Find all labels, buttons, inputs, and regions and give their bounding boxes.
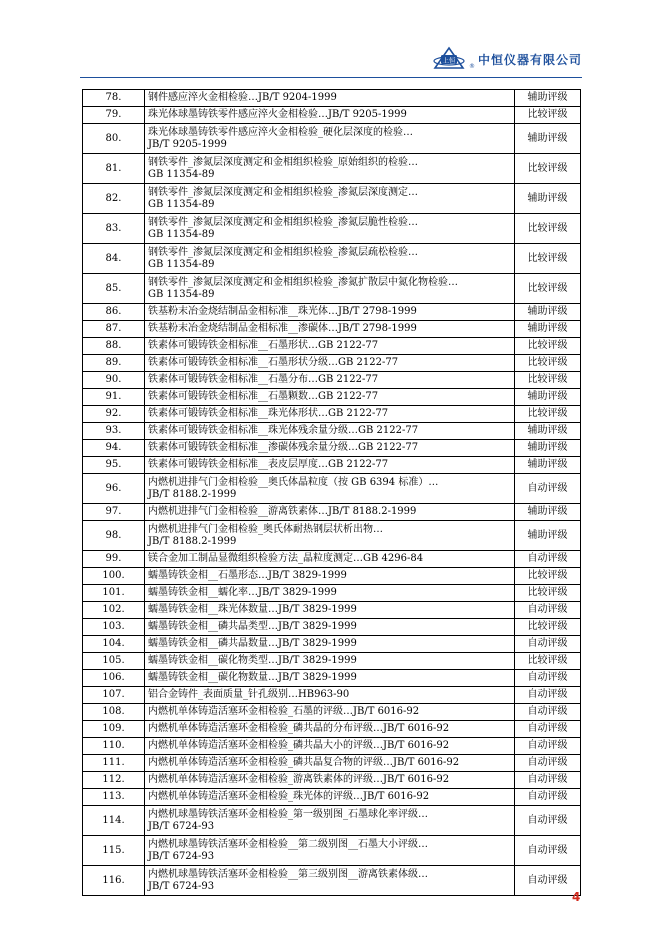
rating-method: 辅助评级	[515, 440, 581, 457]
item-number: 107.	[83, 687, 145, 704]
standard-name-line: GB 11354-89	[148, 198, 215, 210]
standards-table	[82, 89, 581, 896]
table-row	[83, 389, 581, 406]
table-row	[83, 214, 581, 244]
rating-method: 自动评级	[515, 551, 581, 568]
rating-method: 比较评级	[515, 568, 581, 585]
standard-name-line: JB/T 6724-93	[148, 850, 215, 862]
table-row	[83, 866, 581, 896]
standard-name-line: 内燃机进排气门金相检验__奥氏体晶粒度（按 GB 6394 标准）…	[148, 477, 439, 488]
item-number: 78.	[83, 90, 145, 107]
rating-method: 比较评级	[515, 619, 581, 636]
rating-method: 比较评级	[515, 585, 581, 602]
table-row	[83, 504, 581, 521]
standard-name-line: GB 11354-89	[148, 258, 215, 270]
standard-name-line: 铁素体可锻铸铁金相标准__石墨分布…GB 2122-77	[148, 374, 379, 386]
standard-name	[145, 551, 515, 568]
item-number: 93.	[83, 423, 145, 440]
standard-name-line: 内燃机单体铸造活塞环金相检验_磷共晶的分布评级…JB/T 6016-92	[148, 723, 450, 735]
table-row	[83, 653, 581, 670]
standard-name-line: JB/T 9205-1999	[148, 138, 227, 150]
standard-name-line: 蠕墨铸铁金相__碳化物类型…JB/T 3829-1999	[148, 655, 357, 667]
standard-name	[145, 423, 515, 440]
item-number: 116.	[83, 866, 145, 896]
standard-name-line: GB 11354-89	[148, 288, 215, 300]
table-row	[83, 585, 581, 602]
standard-name	[145, 602, 515, 619]
rating-method: 自动评级	[515, 789, 581, 806]
item-number: 103.	[83, 619, 145, 636]
table-row	[83, 636, 581, 653]
item-number: 99.	[83, 551, 145, 568]
standard-name-line: 铁素体可锻铸铁金相标准__渗碳体残余量分级…GB 2122-77	[148, 442, 419, 454]
item-number: 104.	[83, 636, 145, 653]
item-number: 98.	[83, 521, 145, 551]
table-row	[83, 338, 581, 355]
table-row	[83, 184, 581, 214]
item-number: 114.	[83, 806, 145, 836]
item-number: 86.	[83, 304, 145, 321]
standard-name	[145, 806, 515, 836]
standard-name	[145, 836, 515, 866]
table-row	[83, 244, 581, 274]
standard-name	[145, 338, 515, 355]
rating-method: 辅助评级	[515, 184, 581, 214]
standard-name-line: 内燃机进排气门金相检验_奥氏体耐热钢层状析出物…	[148, 524, 383, 535]
standard-name	[145, 521, 515, 551]
standard-name-line: 铁基粉末冶金烧结制品金相标准__珠光体…JB/T 2798-1999	[148, 306, 417, 318]
rating-method: 比较评级	[515, 154, 581, 184]
rating-method: 比较评级	[515, 244, 581, 274]
standard-name-line: 内燃机单体铸造活塞环金相检验_磷共晶大小的评级…JB/T 6016-92	[148, 740, 450, 752]
standard-name-line: 钢铁零件_渗氮层深度测定和金相组织检验_原始组织的检验…	[148, 157, 418, 168]
item-number: 102.	[83, 602, 145, 619]
standard-name-line: 内燃机球墨铸铁活塞环金相检验__第二级别图__石墨大小评级…	[148, 839, 428, 850]
standard-name-line: 珠光体球墨铸铁零件感应淬火金相检验…JB/T 9205-1999	[148, 109, 407, 121]
rating-method: 辅助评级	[515, 521, 581, 551]
table-row	[83, 274, 581, 304]
table-row	[83, 423, 581, 440]
standard-name	[145, 866, 515, 896]
standard-name-line: 铁素体可锻铸铁金相标准__石墨颗数…GB 2122-77	[148, 391, 379, 403]
rating-method: 自动评级	[515, 704, 581, 721]
item-number: 110.	[83, 738, 145, 755]
standard-name	[145, 355, 515, 372]
standard-name-line: 蠕墨铸铁金相__磷共晶类型…JB/T 3829-1999	[148, 621, 357, 633]
table-row	[83, 836, 581, 866]
rating-method: 自动评级	[515, 687, 581, 704]
table-row	[83, 738, 581, 755]
standard-name-line: GB 11354-89	[148, 228, 215, 240]
standard-name-line: 铁素体可锻铸铁金相标准__表皮层厚度…GB 2122-77	[148, 459, 389, 471]
company-name: 中恒仪器有限公司	[477, 52, 582, 67]
rating-method: 自动评级	[515, 866, 581, 896]
table-row	[83, 772, 581, 789]
table-row	[83, 568, 581, 585]
standard-name-line: JB/T 6724-93	[148, 880, 215, 892]
logo-mark-text: 上恒	[442, 56, 456, 65]
standard-name-line: 蠕墨铸铁金相__碳化物数量…JB/T 3829-1999	[148, 672, 357, 684]
standard-name-line: 铁基粉末冶金烧结制品金相标准__渗碳体…JB/T 2798-1999	[148, 323, 417, 335]
standard-name-line: 蠕墨铸铁金相__石墨形态…JB/T 3829-1999	[148, 570, 347, 582]
rating-method: 自动评级	[515, 670, 581, 687]
rating-method: 比较评级	[515, 406, 581, 423]
table-row	[83, 107, 581, 124]
standard-name	[145, 321, 515, 338]
standard-name-line: 钢铁零件_渗氮层深度测定和金相组织检验_渗氮扩散层中氮化物检验…	[148, 277, 458, 288]
item-number: 84.	[83, 244, 145, 274]
registered-mark-icon: ®	[468, 62, 475, 70]
standard-name-line: 内燃机球墨铸铁活塞环金相检验_第一级别图_石墨球化率评级…	[148, 809, 428, 820]
standard-name-line: 钢铁零件_渗氮层深度测定和金相组织检验_渗氮层脆性检验…	[148, 217, 418, 228]
item-number: 100.	[83, 568, 145, 585]
rating-method: 比较评级	[515, 372, 581, 389]
standard-name-line: GB 11354-89	[148, 168, 215, 180]
item-number: 111.	[83, 755, 145, 772]
standard-name-line: 内燃机进排气门金相检验__游离铁素体…JB/T 8188.2-1999	[148, 506, 417, 518]
table-row	[83, 721, 581, 738]
table-row	[83, 90, 581, 107]
standard-name	[145, 789, 515, 806]
standard-name-line: JB/T 8188.2-1999	[148, 535, 237, 547]
standard-name-line: 内燃机单体铸造活塞环金相检验_石墨的评级…JB/T 6016-92	[148, 706, 420, 718]
standard-name	[145, 214, 515, 244]
page-number: 4	[572, 890, 581, 904]
standard-name-line: 蠕墨铸铁金相__磷共晶数量…JB/T 3829-1999	[148, 638, 357, 650]
table-row	[83, 474, 581, 504]
company-logo-mark-icon	[432, 46, 466, 72]
standard-name-line: 钢件感应淬火金相检验…JB/T 9204-1999	[148, 92, 337, 104]
item-number: 82.	[83, 184, 145, 214]
standard-name	[145, 406, 515, 423]
item-number: 96.	[83, 474, 145, 504]
standard-name-line: 内燃机单体铸造活塞环金相检验_磷共晶复合物的评级…JB/T 6016-92	[148, 757, 460, 769]
standard-name-line: 铝合金铸件_表面质量_针孔级别…HB963-90	[148, 689, 350, 701]
standard-name-line: JB/T 8188.2-1999	[148, 488, 237, 500]
standard-name	[145, 304, 515, 321]
rating-method: 辅助评级	[515, 389, 581, 406]
item-number: 109.	[83, 721, 145, 738]
standards-table-body	[83, 90, 581, 896]
standard-name	[145, 440, 515, 457]
table-row	[83, 372, 581, 389]
standard-name	[145, 738, 515, 755]
standard-name	[145, 670, 515, 687]
standard-name-line: 镁合金加工制品显微组织检验方法_晶粒度测定…GB 4296-84	[148, 553, 424, 565]
rating-method: 自动评级	[515, 474, 581, 504]
standard-name	[145, 154, 515, 184]
rating-method: 辅助评级	[515, 457, 581, 474]
rating-method: 辅助评级	[515, 124, 581, 154]
item-number: 89.	[83, 355, 145, 372]
rating-method: 比较评级	[515, 653, 581, 670]
table-row	[83, 304, 581, 321]
item-number: 108.	[83, 704, 145, 721]
standard-name	[145, 653, 515, 670]
rating-method: 比较评级	[515, 355, 581, 372]
item-number: 94.	[83, 440, 145, 457]
rating-method: 辅助评级	[515, 321, 581, 338]
header-rule	[80, 77, 582, 78]
standard-name	[145, 372, 515, 389]
standard-name	[145, 389, 515, 406]
rating-method: 自动评级	[515, 636, 581, 653]
rating-method: 自动评级	[515, 772, 581, 789]
table-row	[83, 789, 581, 806]
rating-method: 比较评级	[515, 107, 581, 124]
rating-method: 自动评级	[515, 738, 581, 755]
standard-name	[145, 124, 515, 154]
standard-name	[145, 687, 515, 704]
standard-name-line: 铁素体可锻铸铁金相标准__石墨形状…GB 2122-77	[148, 340, 379, 352]
standard-name	[145, 704, 515, 721]
item-number: 113.	[83, 789, 145, 806]
rating-method: 自动评级	[515, 602, 581, 619]
rating-method: 自动评级	[515, 806, 581, 836]
item-number: 81.	[83, 154, 145, 184]
standard-name	[145, 90, 515, 107]
standard-name	[145, 772, 515, 789]
table-row	[83, 124, 581, 154]
standard-name	[145, 504, 515, 521]
table-row	[83, 687, 581, 704]
rating-method: 自动评级	[515, 836, 581, 866]
table-row	[83, 406, 581, 423]
standard-name-line: 内燃机单体铸造活塞环金相检验_珠光体的评级…JB/T 6016-92	[148, 791, 430, 803]
standard-name	[145, 619, 515, 636]
standard-name	[145, 184, 515, 214]
table-row	[83, 619, 581, 636]
rating-method: 自动评级	[515, 721, 581, 738]
standard-name-line: 铁素体可锻铸铁金相标准__珠光体形状…GB 2122-77	[148, 408, 389, 420]
standard-name-line: 铁素体可锻铸铁金相标准__珠光体残余量分级…GB 2122-77	[148, 425, 419, 437]
item-number: 106.	[83, 670, 145, 687]
standard-name	[145, 585, 515, 602]
item-number: 88.	[83, 338, 145, 355]
rating-method: 比较评级	[515, 214, 581, 244]
item-number: 91.	[83, 389, 145, 406]
standard-name	[145, 721, 515, 738]
table-row	[83, 670, 581, 687]
item-number: 90.	[83, 372, 145, 389]
table-row	[83, 755, 581, 772]
standard-name-line: 蠕墨铸铁金相__珠光体数量…JB/T 3829-1999	[148, 604, 357, 616]
rating-method: 自动评级	[515, 755, 581, 772]
table-row	[83, 521, 581, 551]
standard-name-line: 珠光体球墨铸铁零件感应淬火金相检验_硬化层深度的检验…	[148, 127, 413, 138]
standard-name-line: 钢铁零件_渗氮层深度测定和金相组织检验_渗氮层深度测定…	[148, 187, 418, 198]
item-number: 105.	[83, 653, 145, 670]
table-row	[83, 806, 581, 836]
standard-name-line: 铁素体可锻铸铁金相标准__石墨形状分级…GB 2122-77	[148, 357, 399, 369]
standard-name	[145, 755, 515, 772]
rating-method: 辅助评级	[515, 304, 581, 321]
item-number: 83.	[83, 214, 145, 244]
rating-method: 辅助评级	[515, 423, 581, 440]
standard-name	[145, 457, 515, 474]
table-row	[83, 321, 581, 338]
table-row	[83, 154, 581, 184]
rating-method: 比较评级	[515, 338, 581, 355]
table-row	[83, 457, 581, 474]
standard-name-line: 钢铁零件_渗氮层深度测定和金相组织检验_渗氮层疏松检验…	[148, 247, 418, 258]
standard-name	[145, 474, 515, 504]
standard-name-line: 内燃机球墨铸铁活塞环金相检验__第三级别图__游离铁素体级…	[148, 869, 428, 880]
rating-method: 比较评级	[515, 274, 581, 304]
rating-method: 辅助评级	[515, 504, 581, 521]
item-number: 95.	[83, 457, 145, 474]
table-row	[83, 440, 581, 457]
table-row	[83, 551, 581, 568]
item-number: 79.	[83, 107, 145, 124]
table-row	[83, 355, 581, 372]
item-number: 112.	[83, 772, 145, 789]
standard-name	[145, 274, 515, 304]
item-number: 80.	[83, 124, 145, 154]
item-number: 85.	[83, 274, 145, 304]
item-number: 115.	[83, 836, 145, 866]
table-row	[83, 602, 581, 619]
item-number: 101.	[83, 585, 145, 602]
item-number: 87.	[83, 321, 145, 338]
standard-name-line: 蠕墨铸铁金相__蠕化率…JB/T 3829-1999	[148, 587, 337, 599]
standard-name	[145, 244, 515, 274]
item-number: 92.	[83, 406, 145, 423]
standard-name-line: JB/T 6724-93	[148, 820, 215, 832]
company-logo	[432, 44, 582, 74]
standard-name	[145, 568, 515, 585]
table-row	[83, 704, 581, 721]
rating-method: 辅助评级	[515, 90, 581, 107]
standard-name	[145, 636, 515, 653]
standard-name	[145, 107, 515, 124]
standard-name-line: 内燃机单体铸造活塞环金相检验_游离铁素体的评级…JB/T 6016-92	[148, 774, 450, 786]
item-number: 97.	[83, 504, 145, 521]
